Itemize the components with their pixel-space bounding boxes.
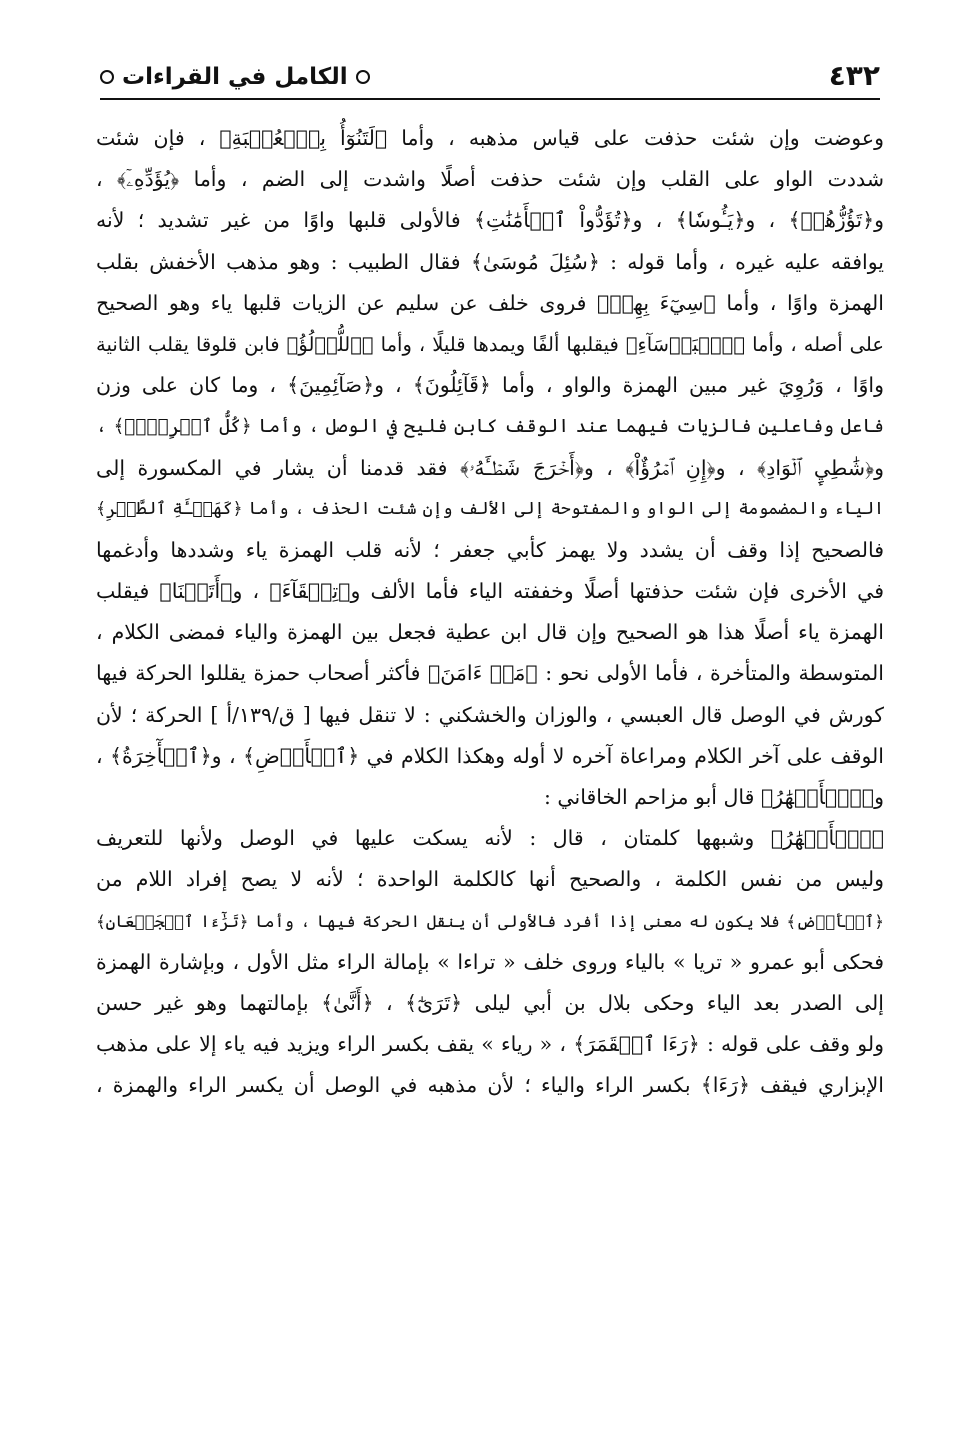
text-line: ﴿ٱلۡأَنۡهَٰرُ﴾ وشبهها كلمتان ، قال : لأنه يسكت عليها في الوصل ولأنها للتعريف bbox=[96, 826, 884, 851]
body-text bbox=[96, 118, 884, 1107]
circle-ornament-icon bbox=[356, 70, 370, 84]
text-line: يوافقه عليه غيره ، وأما قوله : ﴿سُئِلَ مُوسَىٰ﴾ فقال الطبيب : وهو مذهب الأخفش بقلب bbox=[96, 249, 884, 274]
page-header bbox=[100, 50, 880, 96]
text-line: و﴿شَٰطِيِٕ ٱلۡوَادِ﴾ ، و﴿إِنِ ٱمۡرُؤٌاْ﴾ ، و﴿أَخۡرَجَ شَطۡـَٔهُۥ﴾ فقد قدمنا أن يشار في المكسورة إلى bbox=[96, 455, 884, 480]
running-title bbox=[100, 64, 370, 96]
text-line: فالصحيح إذا وقف أن يشدد ولا يهمز كأبي جعفر ؛ لأنه قلب الهمزة ياء وشددها وأدغمها bbox=[96, 537, 884, 562]
text-line: على أصله ، وأما ﴿ٱلۡبَأۡسَآءِ﴾ فيقلبها ألفًا ويمدها قليلًا ، وأما ﴿ٱللُّؤۡلُؤُ﴾ فابن قلوقا يقلب الثانية bbox=[96, 332, 884, 356]
text-line: وعوضت وإن شئت حذفت على قياس مذهبه ، وأما ﴿لَتَنُوٓأُ بِٱلۡعُصۡبَةِ﴾ ، فإن شئت bbox=[96, 126, 884, 150]
text-line: وليس من نفس الكلمة ، والصحيح أنها كالكلمة الواحدة ؛ لأنه لا يصح إفراد اللام من bbox=[96, 867, 884, 892]
circle-ornament-icon bbox=[100, 70, 114, 84]
text-line: إلى الصدر بعد الياء وحكى بلال بن أبي ليلى ﴿تَرَىٰٓ﴾ ، ﴿أَنَّىٰ﴾ بإمالتهما وهو غير حسن bbox=[96, 990, 884, 1015]
text-line: و﴿ٱلۡأَنۡهَٰرُ﴾ قال أبو مزاحم الخاقاني : bbox=[543, 785, 884, 809]
text-line: واوًا ، وَرُوِيَ غير مبين الهمزة والواو ، وأما ﴿قَآئِلُونَ﴾ ، و﴿صَآئِمِينَ﴾ ، وما كان على وزن bbox=[96, 373, 884, 398]
text-line: في الأخرى فإن شئت حذفتها أصلًا وخففته الياء فأما الألف و﴿تِلۡقَآءَ﴾ ، و﴿أَتَيۡنَا﴾ فيقلب bbox=[96, 579, 884, 604]
page-number: ٤٣٢ bbox=[828, 59, 880, 92]
text-line: الهمزة واوًا ، وأما ﴿سِيٓءَ بِهِمۡ﴾ فروى خلف عن سليم عن الزيات قلبها ياء وهو الصحيح bbox=[96, 290, 884, 315]
text-line: شددت الواو على القلب وإن شئت حذفت أصلًا واشدت إلى الضم ، وأما ﴿يُؤَدِّهِۦٓ﴾ ، bbox=[96, 167, 884, 192]
text-line: و﴿تَؤُزُّهُمۡ﴾ ، و﴿يَـُٔوسٗا﴾ ، و﴿تُؤَدُّواْ ٱلۡأَمَٰنَٰتِ﴾ فالأولى قلبها واوًا من غير تشديد ؛ لأنه bbox=[96, 208, 884, 233]
text-line: الهمزة ياء أصلًا هذا هو الصحيح وإن قال ابن عطية فجعل بين الهمزة والياء فمضى الكلام ، bbox=[96, 620, 884, 645]
header-divider bbox=[100, 98, 880, 100]
text-line: فحكى أبو عمرو « تريا » بالياء وروى خلف « تراءا » بإمالة الراء مثل الأول ، وبإشارة الهمزة bbox=[96, 949, 884, 974]
text-line: الياء والمضمومة إلى الواو والمفتوحة إلى الألف وإن شئت الحذف ، وأما ﴿كَهَيۡـَٔةِ ٱلطَّيۡرِ﴾ bbox=[96, 498, 884, 519]
text-line: كورش في الوصل قال العبسي ، والوزان والخشكني : لا تنقل فيها [ ق/١٣٩/أ ] الحركة ؛ لأن bbox=[96, 702, 884, 727]
text-line: الوقف على آخر الكلام ومراعاة آخره لا أوله وهكذا الكلام في ﴿ٱلۡأَرۡضِ﴾ ، و﴿ٱلۡأٓخِرَةُ﴾ ، bbox=[96, 743, 884, 768]
text-line: المتوسطة والمتأخرة ، فأما الأولى نحو : ﴿مَنۡ ءَامَنَ﴾ فأكثر أصحاب حمزة يقللوا الحركة فيها bbox=[96, 661, 884, 686]
text-line: ﴿ٱلۡأَرۡضِ﴾ فلا يكون له معنى إذا أفرد فالأولى أن ينقل الحركة فيها ، وأما ﴿تَرَٰٓءَا ٱلۡجَمۡعَانِ﴾ bbox=[96, 911, 884, 931]
running-title-text: الكامل في القراءات bbox=[122, 64, 348, 90]
text-line: فاعل وفاعلين فالزيات فيهما عند الوقف كابن فليح في الوصل ، وأما ﴿كُلُّ ٱمۡرِيِٕۭ﴾ ، bbox=[96, 416, 884, 438]
text-line: الإبزاري فيقف ﴿رَءَا﴾ بكسر الراء والياء ؛ لأن مذهبه في الوصل أن يكسر الراء والهمزة ، bbox=[96, 1073, 884, 1098]
text-line: ولو وقف على قوله : ﴿رَءَا ٱلۡقَمَرَ﴾ ، « رياء » يقف بكسر الراء ويزيد فيه ياء إلا على مذهب bbox=[96, 1032, 884, 1057]
